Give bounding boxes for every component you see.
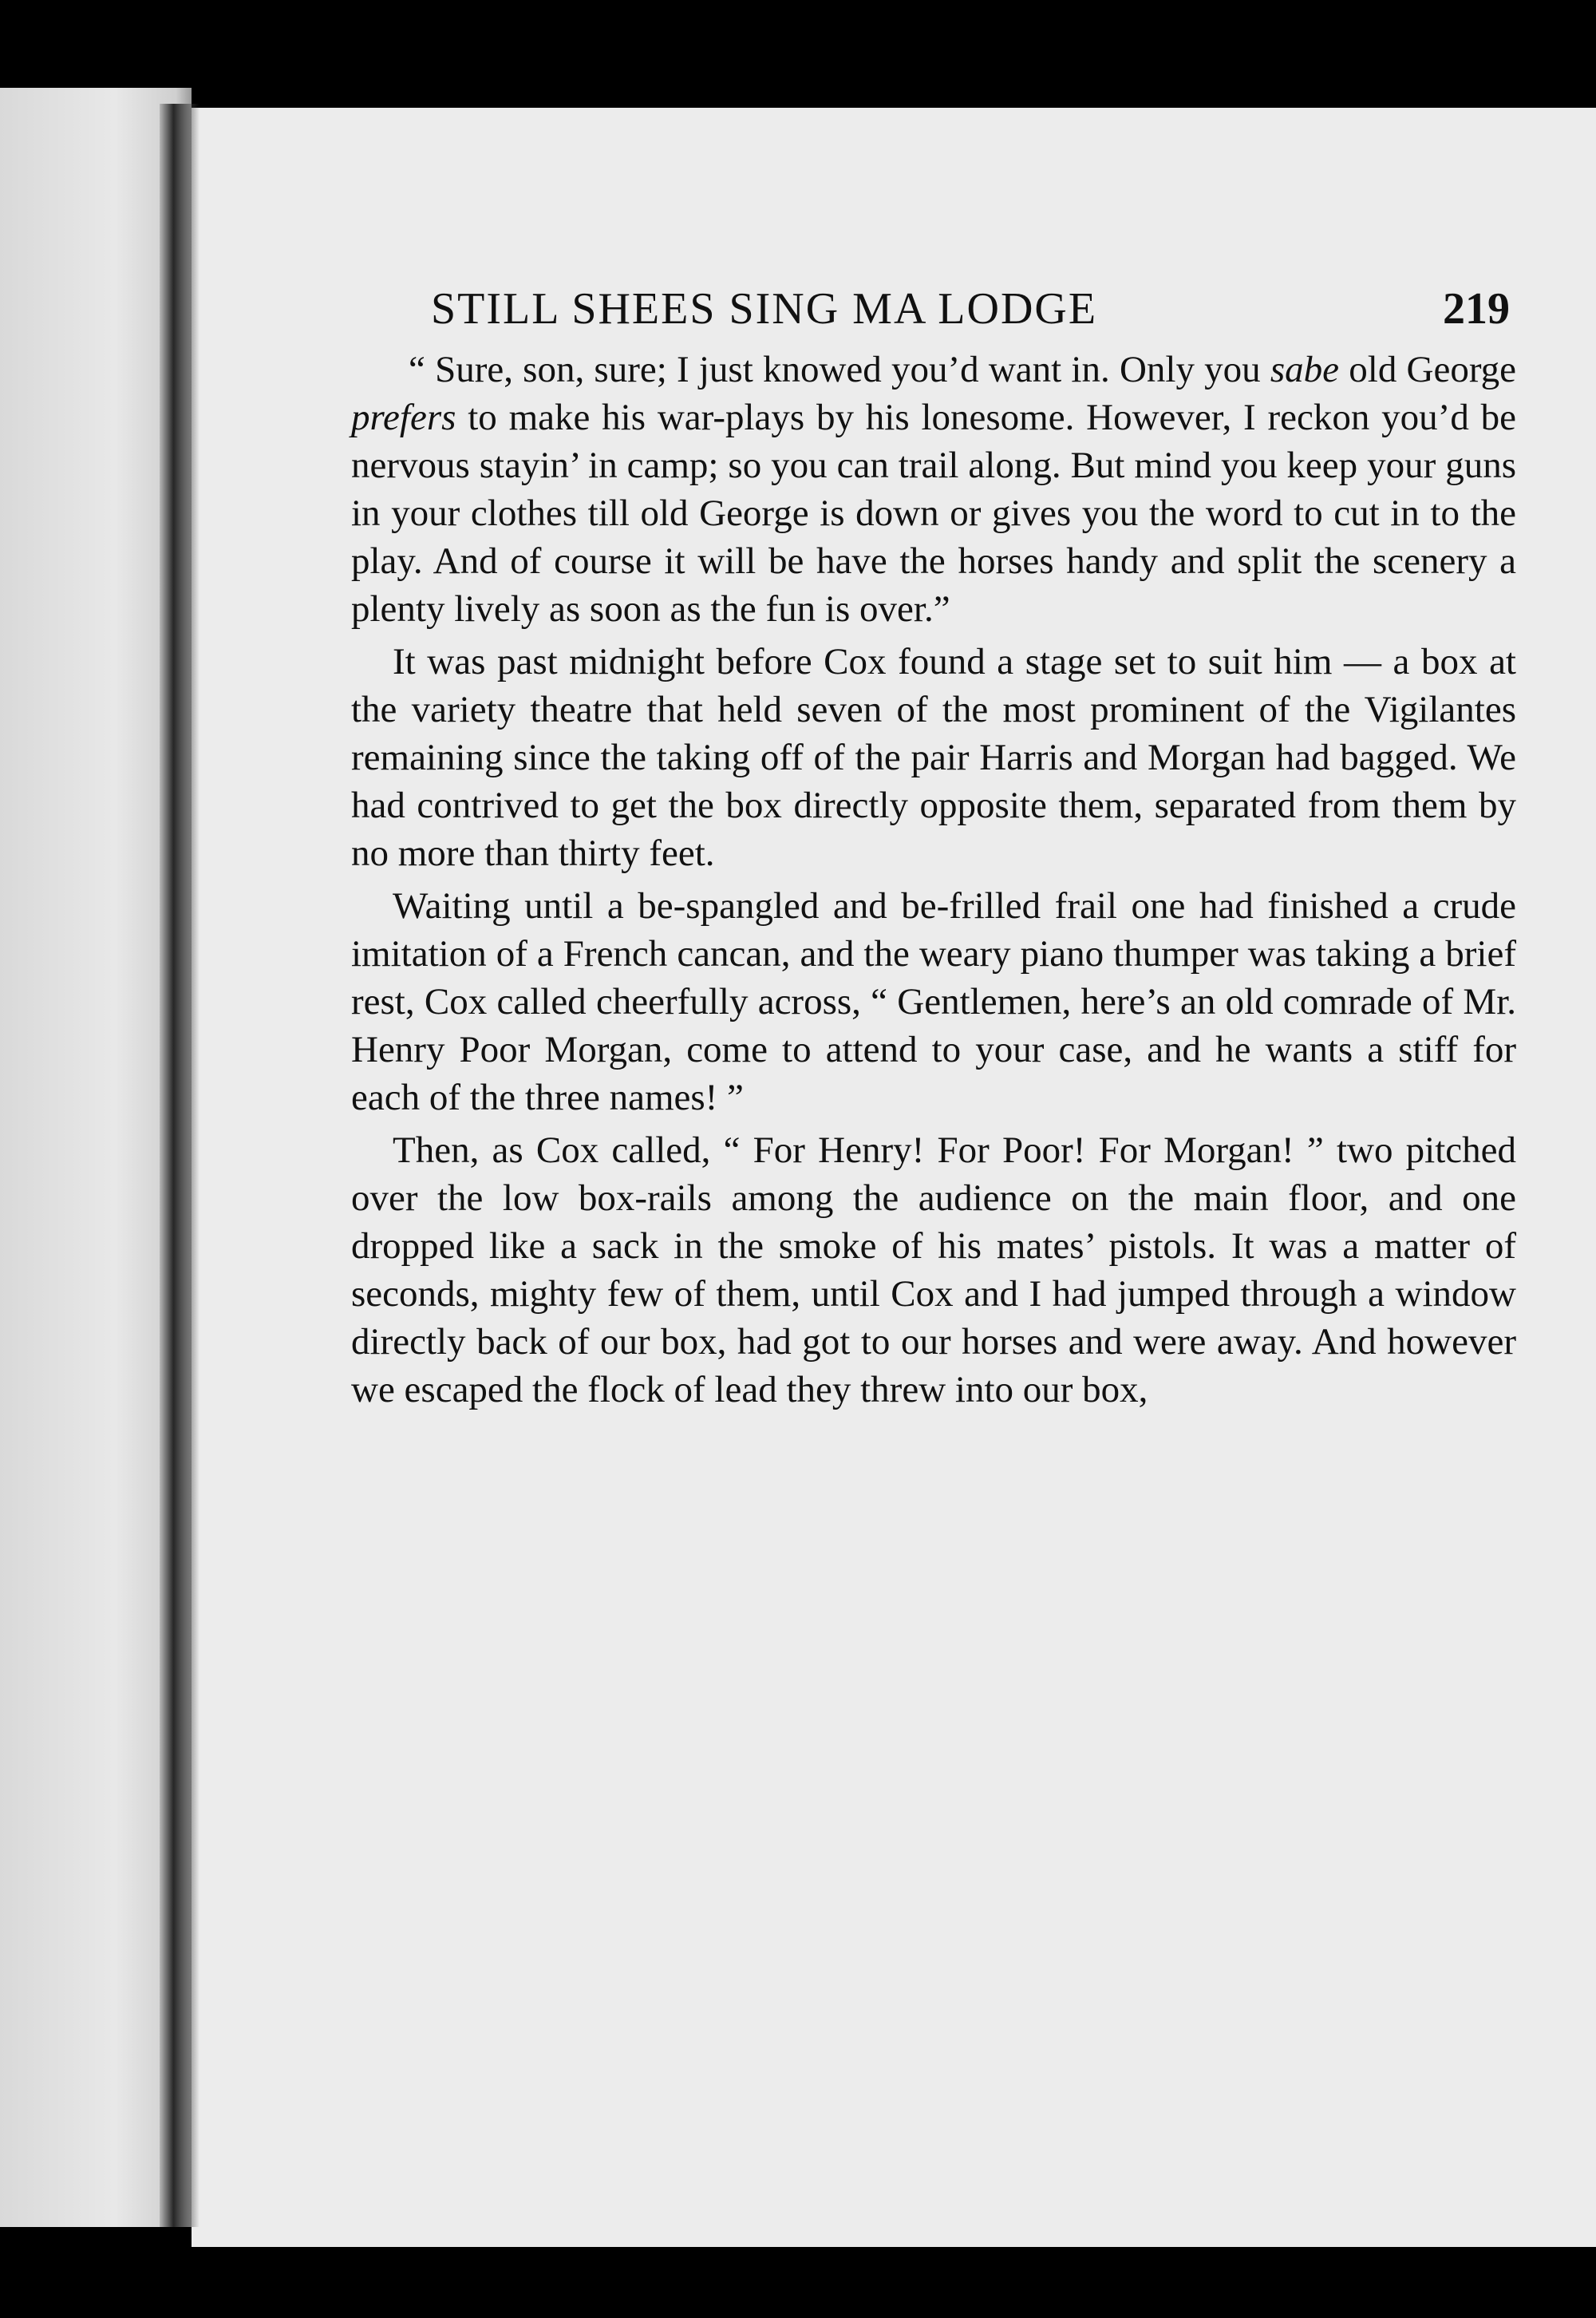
gutter-shadow — [160, 104, 200, 2227]
emphasis-sabe: sabe — [1270, 349, 1340, 390]
body-text — [351, 346, 1516, 1414]
page-number: 219 — [1443, 284, 1510, 334]
book-page — [192, 108, 1596, 2247]
paragraph-1: “ Sure, son, sure; I just knowed you’d want in. Only you sabe old George prefers to make his war-plays by his lonesome. However, I reckon you’d be nervous stayin’ in camp; so you can trail along. But mind you keep your guns in your clothes till old George is down or gives you the word to cut in to the play. And of course it will be have the horses handy and split the scenery a plenty lively as soon as the fun is over.” — [351, 349, 1516, 630]
paragraph-3: Waiting until a be-spangled and be-frilled frail one had finished a crude imitation of a French cancan, and the weary piano thumper was taking a brief rest, Cox called cheerfully across, “ Gentlemen, here’s an old comrade of Mr. Henry Poor Morgan, come to attend to your case, and he wants a stiff for each of the three names! ” — [351, 885, 1516, 1118]
page-content — [351, 283, 1516, 1418]
paragraph-2: It was past midnight before Cox found a stage set to suit him — a box at the variety theatre that held seven of the most prominent of the Vigilantes remaining since the taking off of the pair Harris and Morgan had bagged. We had contrived to get the box directly opposite them, separated from them by no more than thirty feet. — [351, 641, 1516, 874]
running-title: STILL SHEES SING MA LODGE — [431, 284, 1098, 334]
running-head — [351, 283, 1516, 334]
emphasis-prefers: prefers — [351, 397, 456, 438]
paragraph-4: Then, as Cox called, “ For Henry! For Poor! For Morgan! ” two pitched over the low box-rails among the audience on the main floor, and one dropped like a sack in the smoke of his mates’ pistols. It was a matter of seconds, mighty few of them, until Cox and I had jumped through a window directly back of our box, had got to our horses and were away. And however we escaped the flock of lead they threw into our box, — [351, 1129, 1516, 1410]
